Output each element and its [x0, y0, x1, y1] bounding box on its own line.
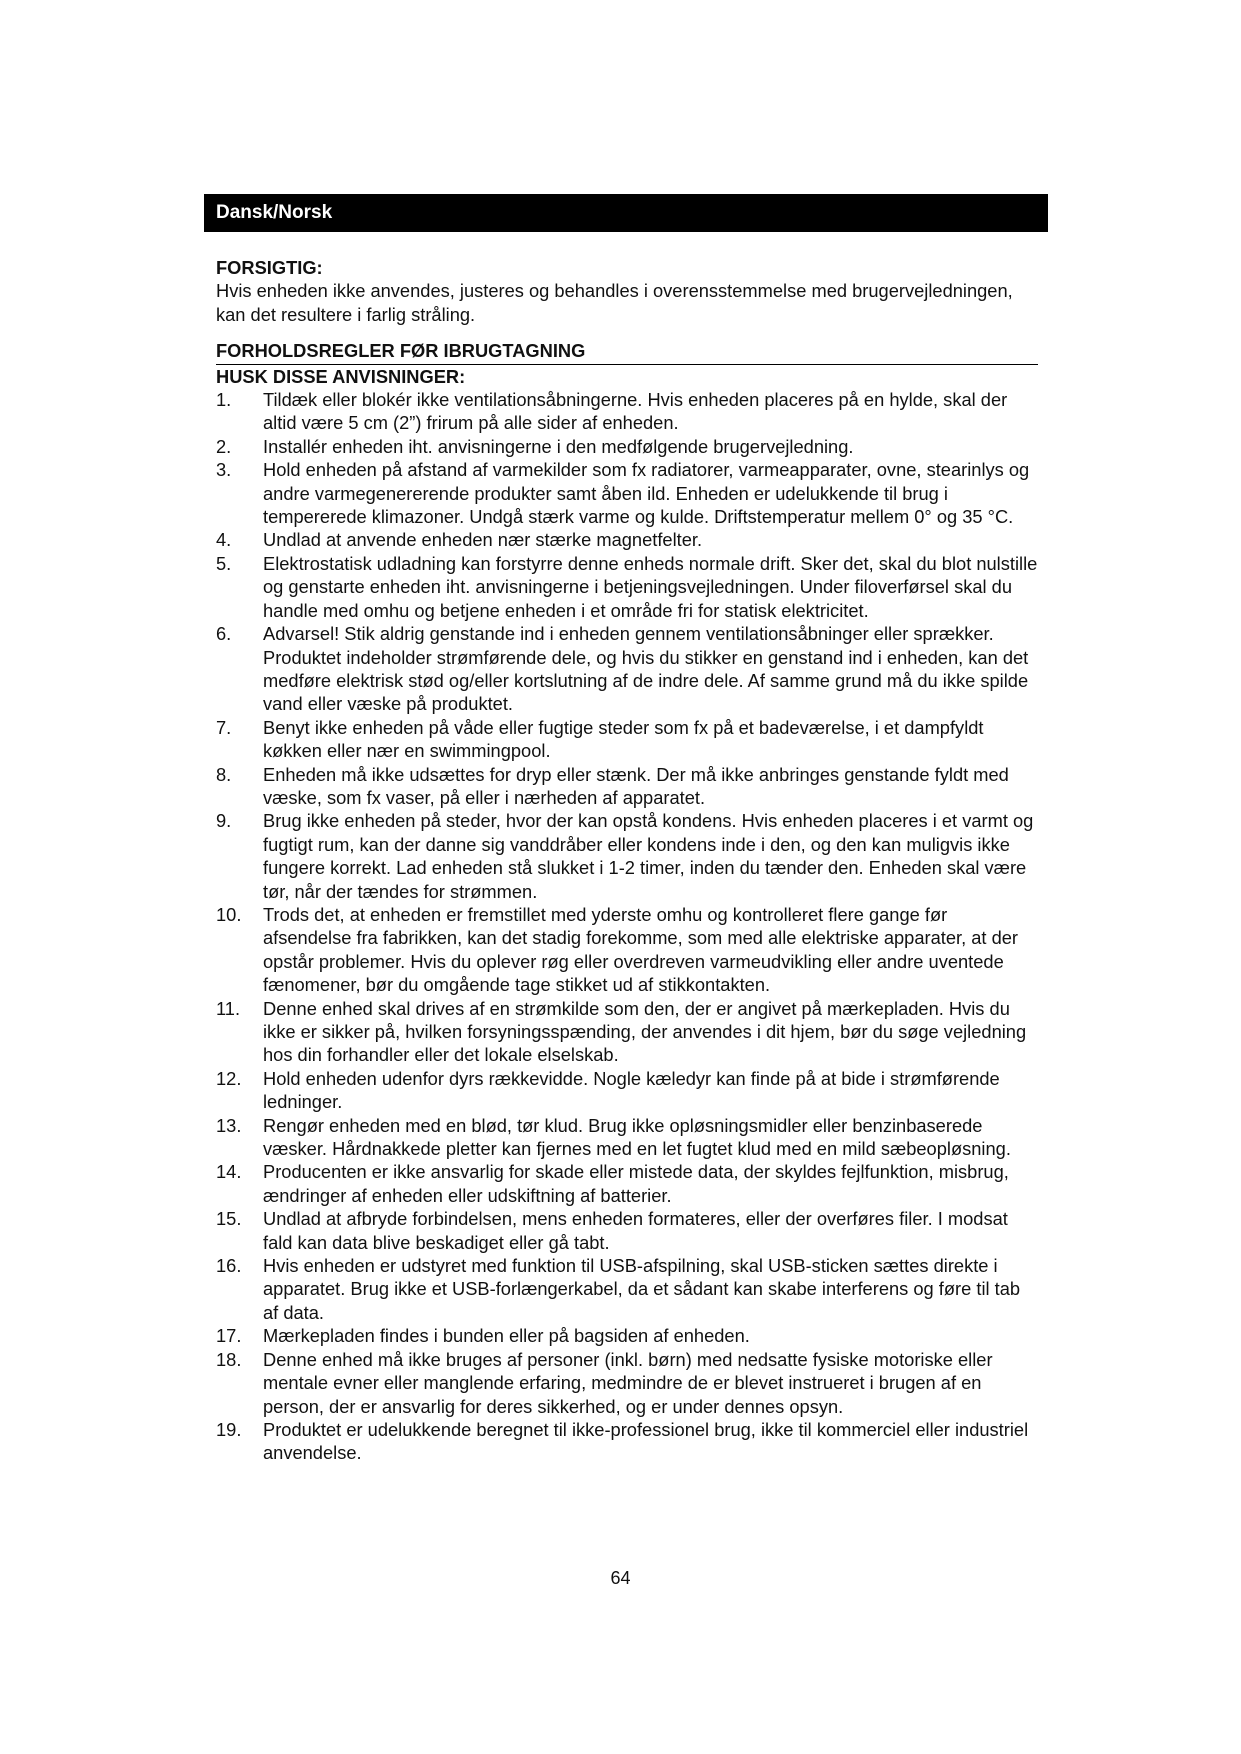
list-item-text: Hold enheden udenfor dyrs rækkevidde. Nogle kæledyr kan finde på at bide i strømførende ledninger. — [263, 1067, 1000, 1113]
list-item-text: Installér enheden iht. anvisningerne i den medfølgende brugervejledning. — [263, 435, 854, 457]
list-item-number: 16. — [216, 1255, 242, 1277]
list-item-text: Benyt ikke enheden på våde eller fugtige steder som fx på et badeværelse, i et dampfyldt køkken eller nær en swimmingpool. — [263, 716, 984, 762]
list-item-number: 14. — [216, 1161, 242, 1183]
list-item-number: 12. — [216, 1067, 242, 1089]
list-item — [216, 763, 1038, 810]
list-item-number: 1. — [216, 389, 232, 411]
list-item-text: Denne enhed må ikke bruges af personer (inkl. børn) med nedsatte fysiske motoriske eller mentale evner eller manglende erfaring, medmindre de er blevet instrueret i brugen af en person, der er ansvarlig for deres sikkerhed, og er under dennes opsyn. — [263, 1348, 993, 1417]
list-item — [216, 1324, 1038, 1347]
precautions-subheading: HUSK DISSE ANVISNINGER: — [216, 365, 466, 387]
list-item — [216, 1418, 1038, 1465]
list-item-number: 8. — [216, 763, 232, 785]
list-item-number: 10. — [216, 903, 242, 925]
list-item — [216, 388, 1038, 435]
list-item-text: Undlad at anvende enheden nær stærke magnetfelter. — [263, 529, 703, 551]
caution-heading: FORSIGTIG: — [216, 257, 323, 278]
precautions-list — [216, 388, 1038, 1465]
list-item-text: Producenten er ikke ansvarlig for skade eller mistede data, der skyldes fejlfunktion, misbrug, ændringer af enheden eller udskiftning af batterier. — [263, 1161, 1009, 1206]
list-item-text: Undlad at afbryde forbindelsen, mens enheden formateres, eller der overføres filer. I modsat fald kan data blive beskadiget eller gå tabt. — [263, 1208, 1008, 1253]
list-item-text: Denne enhed skal drives af en strømkilde som den, der er angivet på mærkepladen. Hvis du ikke er sikker på, hvilken forsyningsspænding, der anvendes i dit hjem, bør du søge vejledning hos din forhandler eller det lokale elselskab. — [263, 997, 1027, 1066]
list-item-number: 9. — [216, 810, 232, 832]
list-item-text: Brug ikke enheden på steder, hvor der kan opstå kondens. Hvis enheden placeres i et varmt og fugtigt rum, kan der danne sig vanddråber eller kondens inde i den, og den kan muligvis ikke fungere korrekt. Lad enheden stå slukket i 1-2 timer, inden du tænder den. Enheden skal være tør, når der tændes for strømmen. — [263, 810, 1034, 902]
list-item — [216, 1207, 1038, 1254]
list-item-text: Hvis enheden er udstyret med funktion til USB-afspilning, skal USB-sticken sættes direkte i apparatet. Brug ikke et USB-forlængerkabel, da et sådant kan skabe interferens og føre til tab af data. — [263, 1255, 1021, 1323]
list-item-text: Elektrostatisk udladning kan forstyrre denne enheds normale drift. Sker det, skal du blot nulstille og genstarte enheden iht. anvisningerne i betjeningsvejledningen. Under filoverførsel skal du handle med omhu og betjene enheden i et område fri for statisk elektricitet. — [263, 552, 1038, 621]
precautions-heading: FORHOLDSREGLER FØR IBRUGTAGNING — [216, 339, 1038, 364]
list-item-number: 11. — [216, 997, 241, 1019]
list-item-number: 17. — [216, 1325, 242, 1347]
list-item — [216, 716, 1038, 763]
list-item — [216, 809, 1038, 903]
list-item-text: Enheden må ikke udsættes for dryp eller stænk. Der må ikke anbringes genstande fyldt med væske, som fx vaser, på eller i nærheden af apparatet. — [263, 763, 1009, 808]
list-item-number: 5. — [216, 552, 232, 574]
list-item-text: Tildæk eller blokér ikke ventilationsåbningerne. Hvis enheden placeres på en hylde, skal der altid være 5 cm (2”) frirum på alle sider af enheden. — [263, 389, 1008, 434]
language-header: Dansk/Norsk — [204, 194, 1048, 232]
list-item — [216, 1254, 1038, 1324]
list-item — [216, 552, 1038, 622]
list-item — [216, 435, 1038, 458]
list-item — [216, 1114, 1038, 1161]
list-item-number: 13. — [216, 1114, 242, 1136]
list-item-number: 6. — [216, 623, 232, 645]
list-item-number: 18. — [216, 1348, 242, 1370]
list-item — [216, 1067, 1038, 1114]
list-item-number: 2. — [216, 435, 232, 457]
list-item-number: 19. — [216, 1418, 242, 1440]
list-item-text: Hold enheden på afstand af varmekilder som fx radiatorer, varmeapparater, ovne, stearinlys og andre varmegenererende produkter samt åben ild. Enheden er udelukkende til brug i tempererede klimazoner. Undgå stærk varme og kulde. Driftstemperatur mellem 0° og 35 °C. — [263, 459, 1030, 528]
list-item-number: 7. — [216, 716, 232, 738]
page-number: 64 — [610, 1568, 631, 1588]
list-item — [216, 1348, 1038, 1418]
list-item — [216, 528, 1038, 551]
list-item — [216, 458, 1038, 528]
list-item-text: Trods det, at enheden er fremstillet med yderste omhu og kontrolleret flere gange før afsendelse fra fabrikken, kan det stadig forekomme, som med alle elektriske apparater, at der opstår problemer. Hvis du oplever røg eller overdreven varmeudvikling eller andre uventede fænomener, bør du omgående tage stikket ud af stikkontakten. — [263, 903, 1018, 996]
list-item — [216, 997, 1038, 1067]
list-item — [216, 1160, 1038, 1207]
list-item — [216, 622, 1038, 716]
list-item-text: Advarsel! Stik aldrig genstande ind i enheden gennem ventilationsåbninger eller sprækker. Produktet indeholder strømførende dele, og hvis du stikker en genstand ind i enheden, kan det medføre elektrisk stød og/eller kortslutning af de indre dele. Af samme grund må du ikke spilde vand eller væske på produktet. — [263, 623, 1029, 715]
caution-text: Hvis enheden ikke anvendes, justeres og behandles i overensstemmelse med brugervejledningen, kan det resultere i farlig stråling. — [216, 280, 1013, 325]
list-item-number: 4. — [216, 529, 232, 551]
list-item-number: 15. — [216, 1208, 242, 1230]
list-item-text: Mærkepladen findes i bunden eller på bagsiden af enheden. — [263, 1325, 750, 1347]
page-content — [216, 256, 1038, 1465]
list-item — [216, 903, 1038, 997]
list-item-text: Produktet er udelukkende beregnet til ikke-professionel brug, ikke til kommerciel eller industriel anvendelse. — [263, 1418, 1029, 1464]
list-item-number: 3. — [216, 459, 232, 481]
list-item-text: Rengør enheden med en blød, tør klud. Brug ikke opløsningsmidler eller benzinbaserede væsker. Hårdnakkede pletter kan fjernes med en let fugtet klud med en mild sæbeopløsning. — [263, 1114, 1011, 1160]
